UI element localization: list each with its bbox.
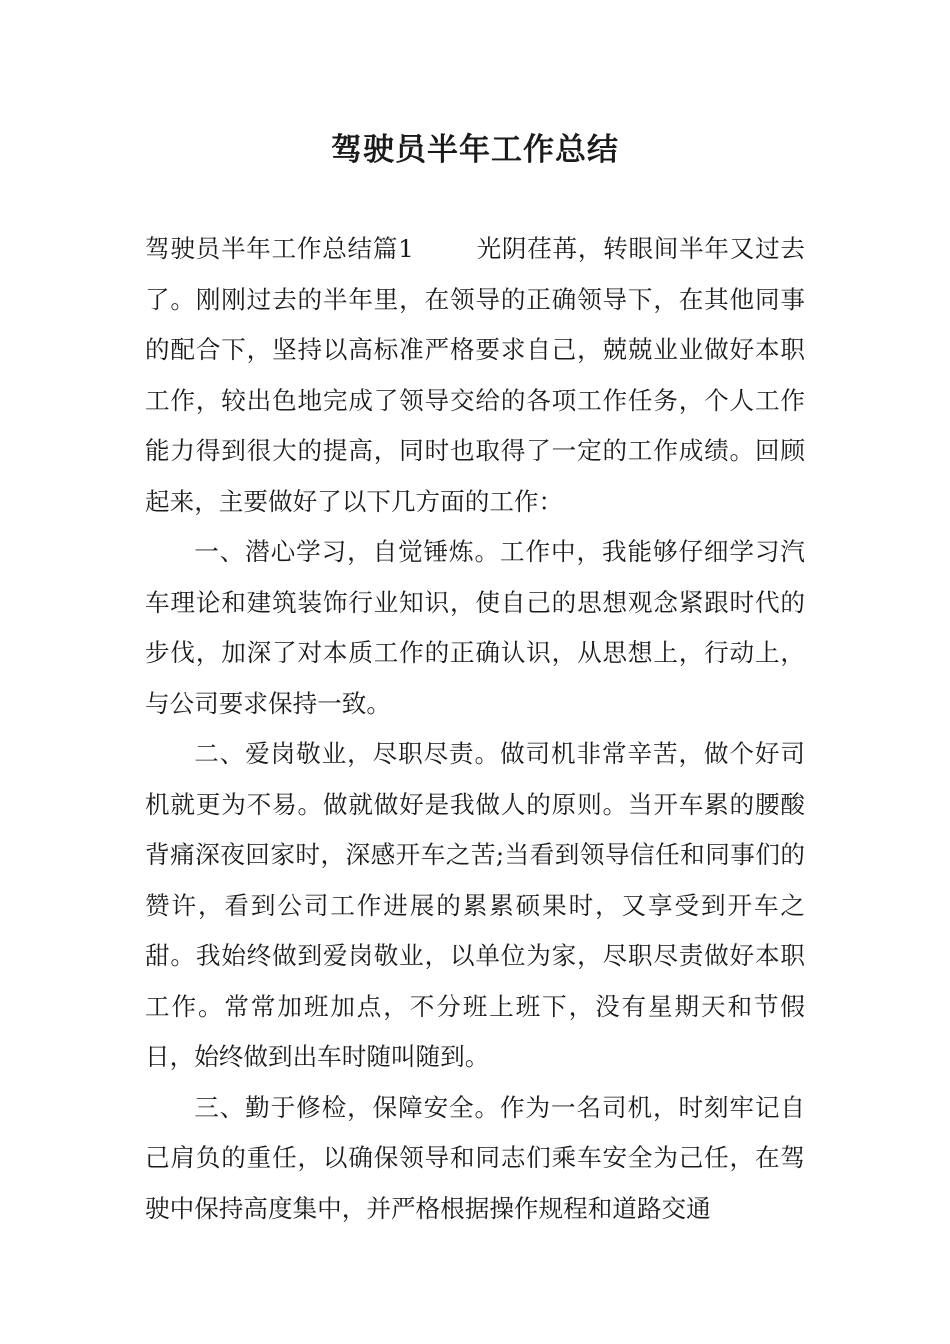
intro-text: 光阴荏苒，转眼间半年又过去了。刚刚过去的半年里，在领导的正确领导下，在其他同事的配合下，坚持以高标准严格要求自己，兢兢业业做好本职工作，较出色地完成了领导交给的各项工作任务，个人工作能力得到很大的提高，同时也取得了一定的工作成绩。回顾起来，主要做好了以下几方面的工作： <box>145 234 805 516</box>
lead-heading: 驾驶员半年工作总结篇1 <box>145 234 414 263</box>
section-3-paragraph: 三、勤于修检，保障安全。作为一名司机，时刻牢记自己肩负的重任，以确保领导和同志们乘车安全为己任，在驾驶中保持高度集中，并严格根据操作规程和道路交通 <box>145 1092 805 1223</box>
document-title: 驾驶员半年工作总结 <box>331 132 619 168</box>
section-2-paragraph: 二、爱岗敬业，尽职尽责。做司机非常辛苦，做个好司机就更为不易。做就做好是我做人的原则。当开车累的腰酸背痛深夜回家时，深感开车之苦;当看到领导信任和同事们的赞许，看到公司工作进展的累累硕果时，又享受到开车之甜。我始终做到爱岗敬业，以单位为家，尽职尽责做好本职工作。常常加班加点，不分班上班下，没有星期天和节假日，始终做到出车时随叫随到。 <box>145 739 805 1071</box>
section-1-paragraph: 一、潜心学习，自觉锤炼。工作中，我能够仔细学习汽车理论和建筑装饰行业知识，使自己的思想观念紧跟时代的步伐，加深了对本质工作的正确认识，从思想上，行动上，与公司要求保持一致。 <box>145 537 805 718</box>
document-body <box>145 224 805 1234</box>
intro-paragraph <box>145 224 805 527</box>
